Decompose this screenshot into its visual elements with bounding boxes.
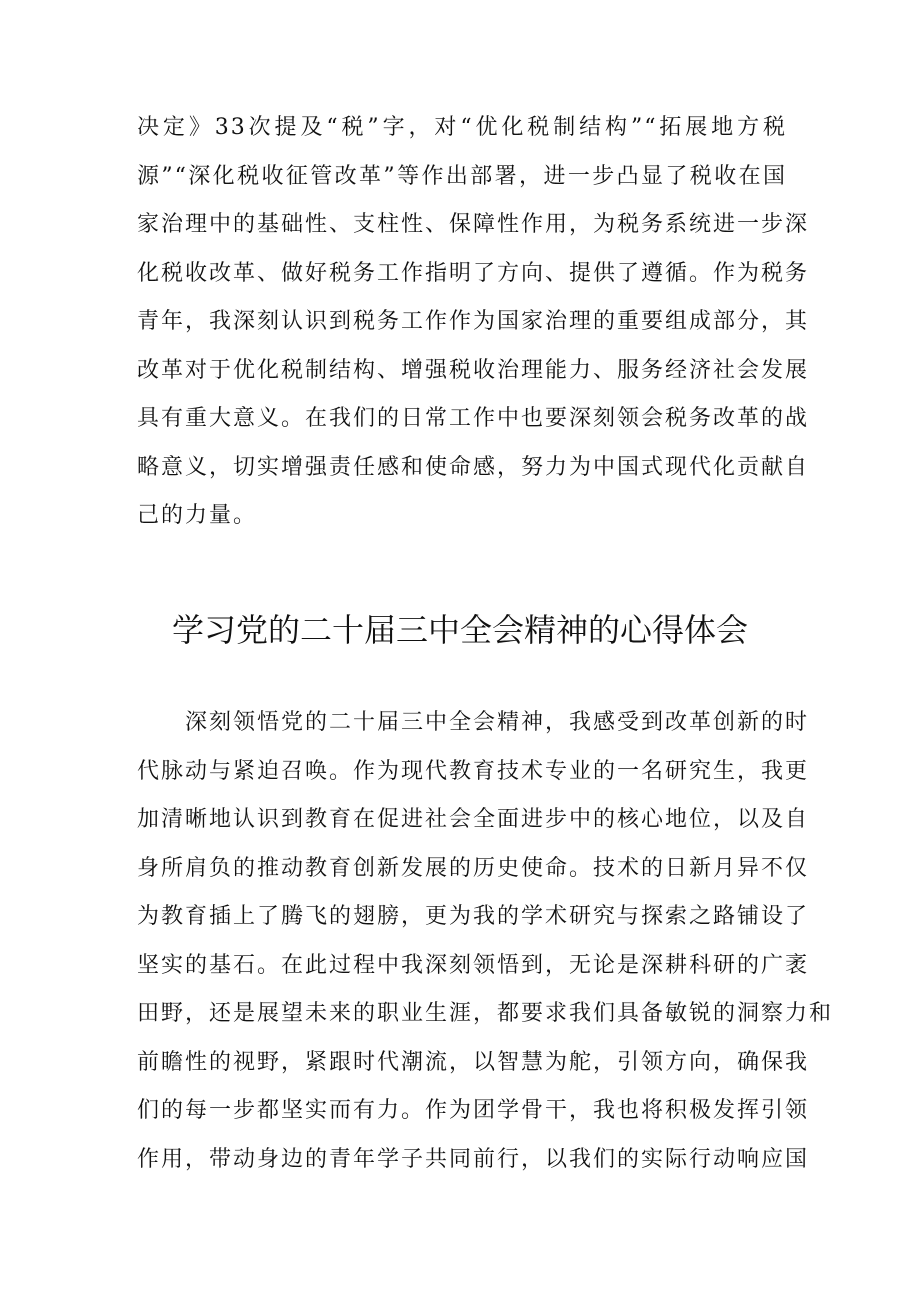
text-line: 身所肩负的推动教育创新发展的历史使命。技术的日新月异不仅: [137, 855, 810, 881]
text-line: 坚实的基石。在此过程中我深刻领悟到，无论是深耕科研的广袤: [137, 952, 810, 978]
section-title: 学习党的二十届三中全会精神的心得体会: [171, 611, 748, 649]
text-line: 作用，带动身边的青年学子共同前行，以我们的实际行动响应国: [137, 1146, 810, 1172]
text-line: 决定》33次提及“税”字，对“优化税制结构”“拓展地方税: [137, 115, 787, 140]
text-line: 加清晰地认识到教育在促进社会全面进步中的核心地位，以及自: [137, 807, 810, 832]
text-line: 前瞻性的视野，紧跟时代潮流，以智慧为舵，引领方向，确保我: [137, 1049, 810, 1075]
text-line: 化税收改革、做好税务工作指明了方向、提供了遵循。作为税务: [137, 260, 810, 286]
body-paragraph-new: [137, 699, 834, 1184]
text-line: 改革对于优化税制结构、增强税收治理能力、服务经济社会发展: [137, 357, 810, 383]
text-line: 深刻领悟党的二十届三中全会精神，我感受到改革创新的时: [185, 710, 810, 735]
text-line: 代脉动与紧迫召唤。作为现代教育技术专业的一名研究生，我更: [137, 758, 810, 784]
text-line: 家治理中的基础性、支柱性、保障性作用，为税务系统进一步深: [137, 212, 810, 237]
text-line: 己的力量。: [137, 503, 258, 528]
body-paragraph-continued: [137, 104, 810, 541]
text-line: 们的每一步都坚实而有力。作为团学骨干，我也将积极发挥引领: [137, 1098, 810, 1123]
text-line: 田野，还是展望未来的职业生涯，都要求我们具备敏锐的洞察力和: [137, 1001, 834, 1026]
text-line: 源”“深化税收征管改革”等作出部署，进一步凸显了税收在国: [137, 163, 787, 189]
text-line: 略意义，切实增强责任感和使命感，努力为中国式现代化贡献自: [137, 454, 810, 480]
text-line: 青年，我深刻认识到税务工作作为国家治理的重要组成部分，其: [137, 309, 810, 334]
text-line: 为教育插上了腾飞的翅膀，更为我的学术研究与探索之路铺设了: [137, 904, 810, 929]
text-line: 具有重大意义。在我们的日常工作中也要深刻领会税务改革的战: [137, 406, 810, 431]
